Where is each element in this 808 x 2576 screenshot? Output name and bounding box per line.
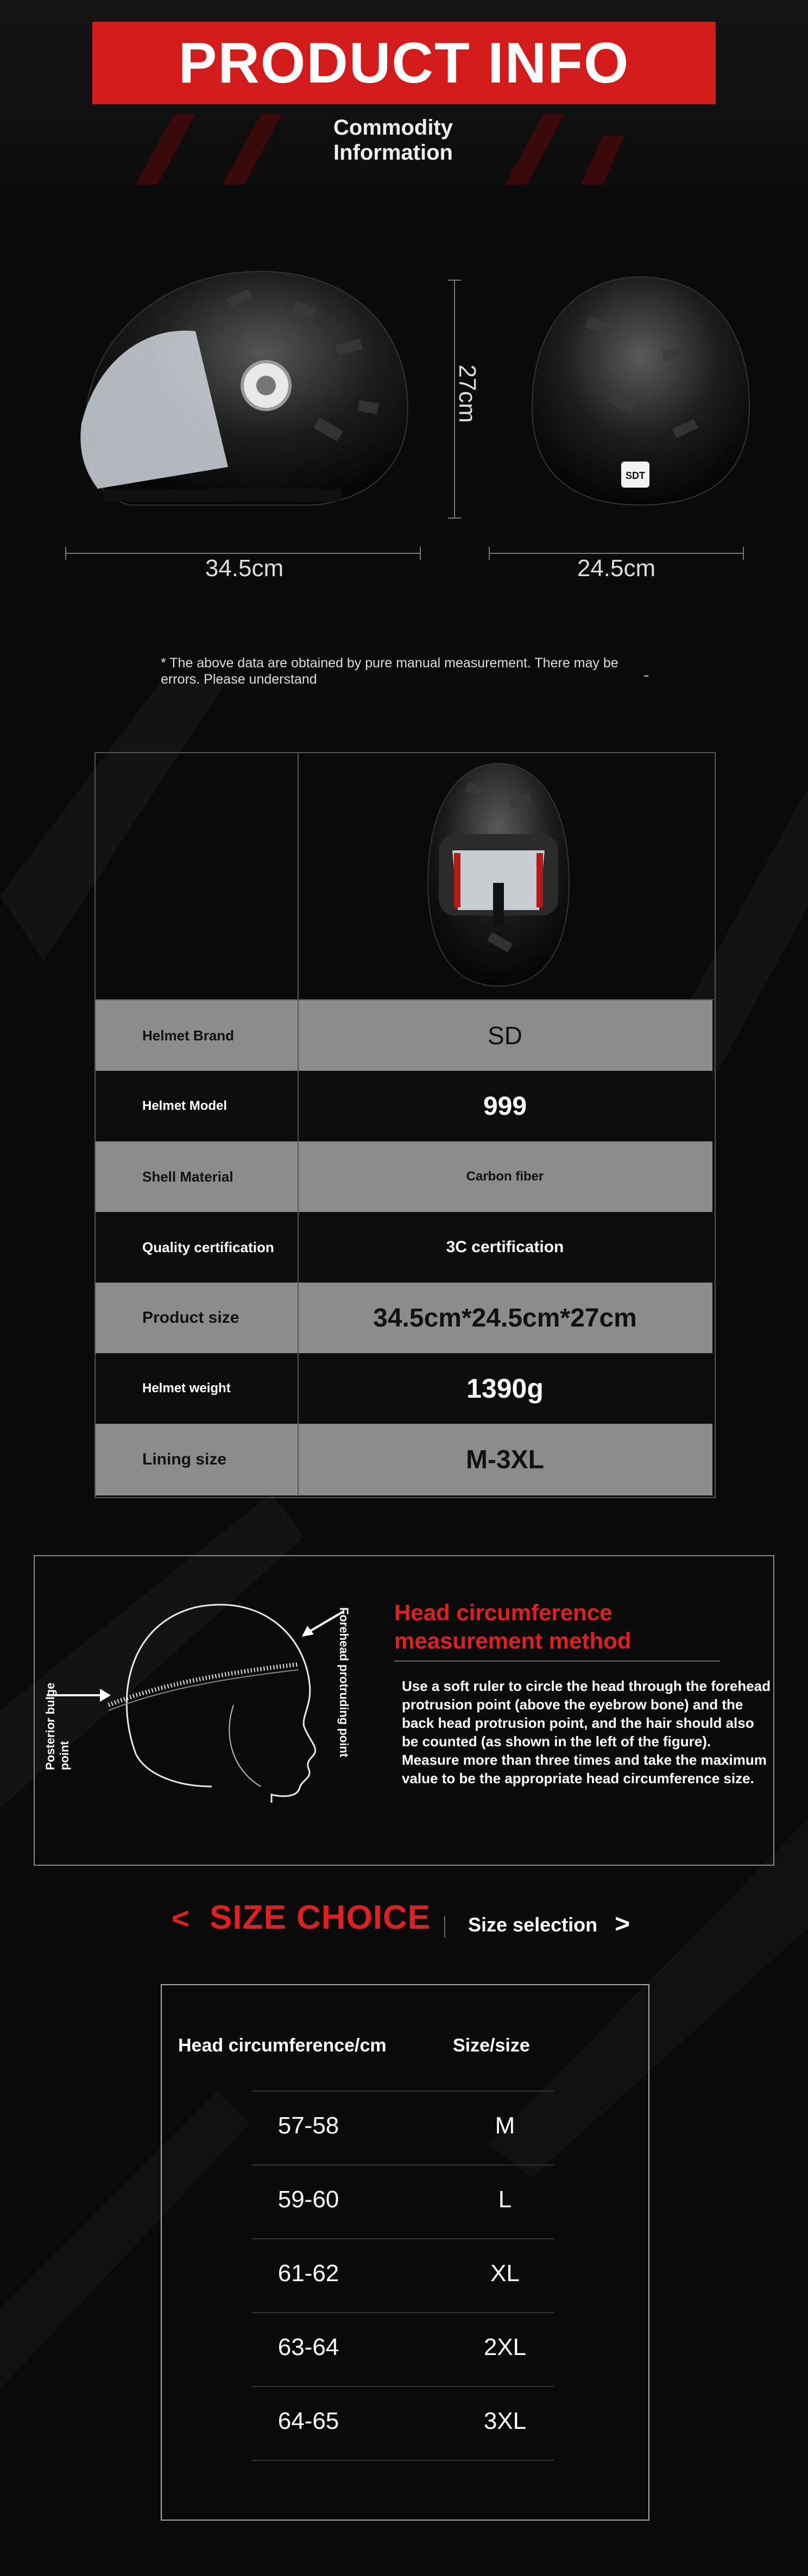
size-row-divider: [252, 2312, 554, 2313]
size-row-size: 3XL: [483, 2408, 527, 2434]
size-row-size: L: [498, 2186, 512, 2213]
size-row-head: 57-58: [277, 2112, 339, 2139]
title-banner: [92, 22, 716, 104]
size-next-icon: >: [615, 1910, 630, 1939]
spec-row: [96, 1424, 712, 1495]
measurement-description: Use a soft ruler to circle the head through the forehead protrusion point (above the eyebrow bone) and the back head protrusion point, and the hair should also be counted (as shown in the left of the figure). Measure more than three times and take the maximum value to be the appropriate head circumference size.: [402, 1678, 771, 1786]
dim-height-label: 27cm: [454, 364, 481, 423]
subtitle-line-1: Commodity: [333, 116, 453, 140]
spec-row: [96, 1141, 712, 1212]
forehead-point-label: Forehead protruding point: [337, 1607, 351, 1758]
spec-row: [96, 1283, 712, 1353]
size-row-head: 64-65: [277, 2408, 339, 2434]
size-prev-icon: <: [172, 1901, 190, 1935]
spec-label: Helmet weight: [142, 1381, 231, 1396]
helmet-side-image: [65, 261, 413, 521]
spec-row: [96, 1353, 712, 1424]
helmet-rear-image: [521, 272, 760, 521]
dim-cap: [65, 547, 66, 560]
helmet-front-image: [422, 758, 575, 993]
spec-label: Helmet Model: [142, 1098, 228, 1113]
size-row-divider: [252, 2460, 554, 2461]
size-col-head-circumference: Head circumference/cm: [178, 2035, 387, 2056]
spec-label: Shell Material: [142, 1168, 233, 1185]
measurement-title-line-2: measurement method: [394, 1628, 632, 1653]
spec-image-cell: [94, 752, 714, 1000]
size-row-size: 2XL: [483, 2334, 527, 2360]
spec-value: SD: [488, 1021, 522, 1050]
size-row-divider: [252, 2238, 554, 2239]
spec-value: M-3XL: [466, 1445, 544, 1474]
spec-value: 34.5cm*24.5cm*27cm: [373, 1303, 637, 1333]
spec-label: Product size: [142, 1309, 239, 1327]
size-col-size: Size/size: [453, 2035, 530, 2056]
size-row-size: M: [495, 2112, 515, 2139]
size-table: [161, 1984, 649, 2521]
spec-label: Quality certification: [142, 1239, 274, 1255]
spec-value: 3C certification: [446, 1238, 564, 1256]
size-row-head: 59-60: [277, 2186, 339, 2213]
posterior-label-line-2: point: [58, 1741, 71, 1770]
measurement-title-line-1: Head circumference: [394, 1600, 613, 1625]
spec-row: [96, 1000, 712, 1071]
page-subtitle: [0, 115, 786, 165]
size-row-head: 63-64: [277, 2334, 339, 2360]
spec-label: Lining size: [142, 1450, 227, 1468]
spec-column-divider: [298, 752, 299, 1496]
size-row-divider: [252, 2091, 554, 2092]
dim-line-length: [65, 553, 421, 554]
helmet-badge: SDT: [626, 470, 645, 481]
dim-cap: [448, 517, 461, 519]
size-row-divider: [252, 2164, 554, 2165]
note-dash: [644, 675, 648, 677]
dim-cap: [420, 547, 421, 560]
spec-row: [96, 1212, 712, 1283]
measurement-title: [394, 1599, 631, 1655]
size-title-separator: [444, 1916, 445, 1937]
posterior-label-line-1: Posterior bulge: [43, 1682, 57, 1770]
dim-length-label: 34.5cm: [205, 555, 284, 582]
dim-width-label: 24.5cm: [577, 555, 656, 582]
size-choice-title: SIZE CHOICE: [210, 1899, 431, 1936]
dim-cap: [489, 547, 490, 560]
subtitle-line-2: Information: [333, 141, 453, 165]
size-row-divider: [252, 2386, 554, 2387]
measurement-divider: [394, 1660, 720, 1662]
spec-row: [96, 1071, 712, 1141]
measurement-note: * The above data are obtained by pure manual measurement. There may be errors. Please understand: [161, 655, 618, 687]
dim-cap: [743, 547, 744, 560]
head-outline-illustration: [98, 1575, 326, 1803]
size-row-head: 61-62: [277, 2260, 339, 2287]
posterior-point-label: [43, 1683, 72, 1770]
size-choice-subtitle: Size selection: [468, 1914, 598, 1936]
spec-label: Helmet Brand: [142, 1027, 235, 1044]
spec-value: 1390g: [466, 1373, 544, 1404]
size-row-size: XL: [490, 2260, 520, 2287]
dim-cap: [448, 280, 461, 281]
spec-value: Carbon fiber: [466, 1169, 544, 1184]
page-title: PRODUCT INFO: [178, 30, 630, 95]
dim-line-width: [489, 553, 744, 554]
spec-value: 999: [483, 1091, 527, 1121]
